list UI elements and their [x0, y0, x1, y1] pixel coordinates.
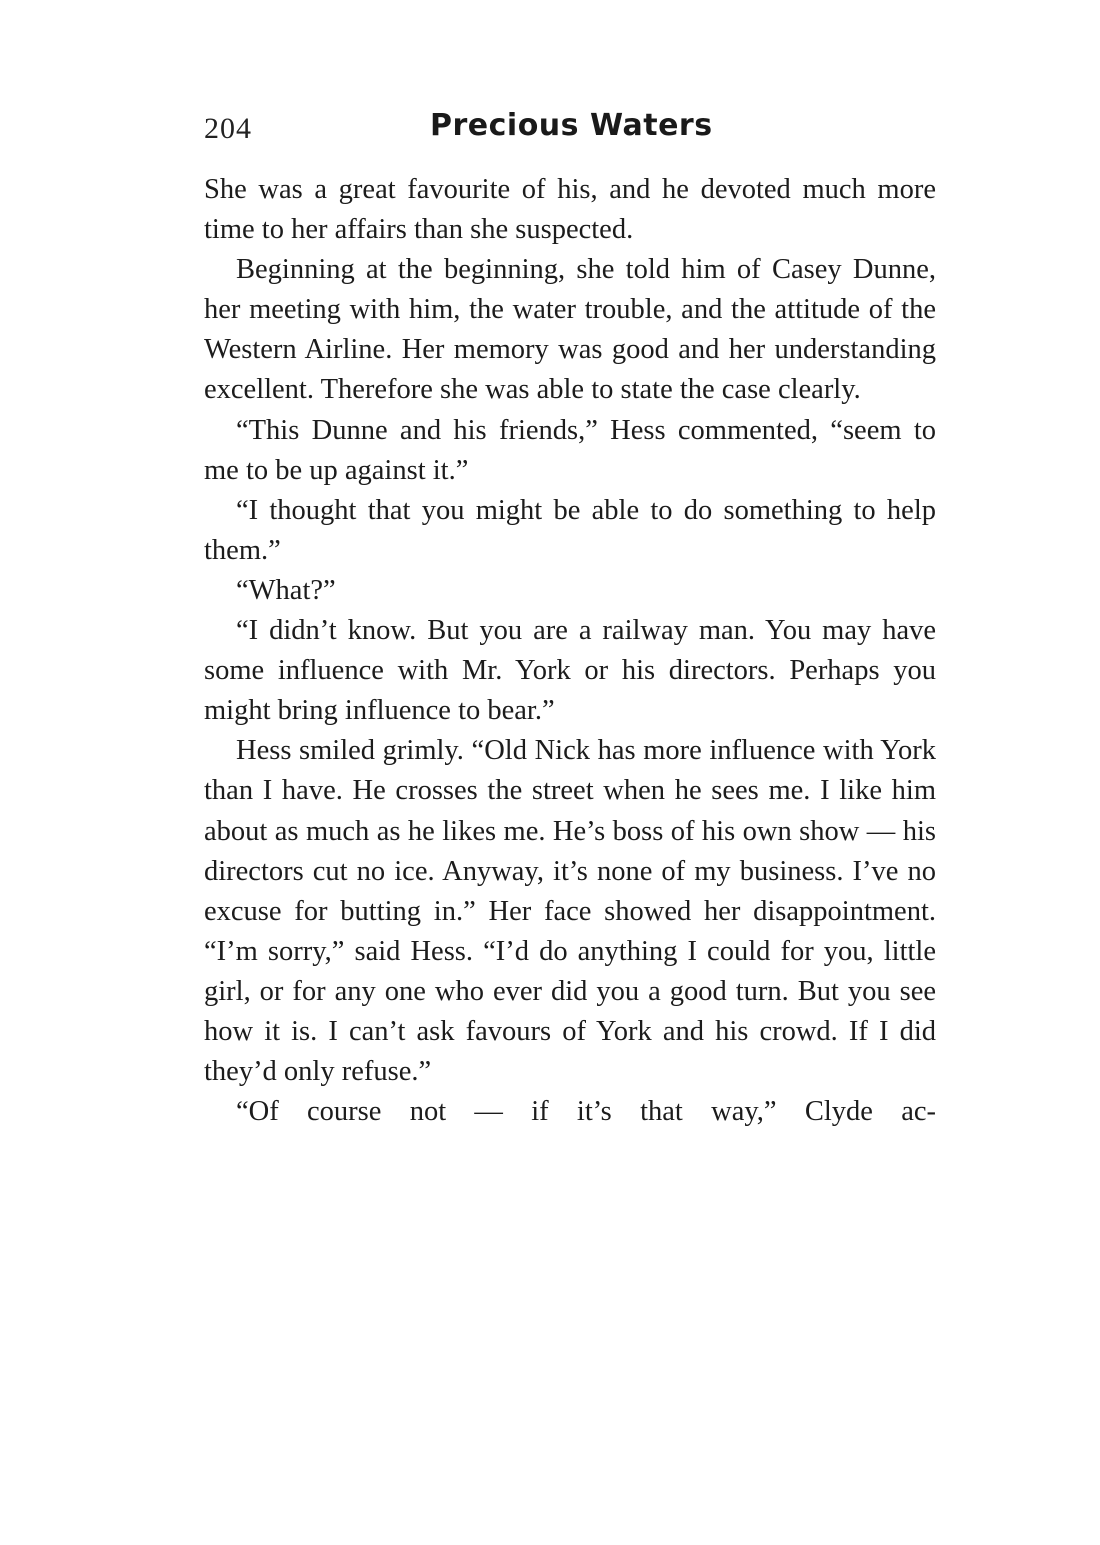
body-text: [204, 170, 936, 1132]
paragraph: “I thought that you might be able to do something to help them.”: [204, 494, 936, 566]
paragraph: “What?”: [236, 574, 336, 606]
paragraph: Hess smiled grimly. “Old Nick has more influence with York than I have. He crosses the street when he sees me. I like him about as much as he likes me. He’s boss of his own show — his directors cut no ice. Anyway, it’s none of my business. I’ve no excuse for butting in.” Her face showed her disappointment. “I’m sorry,” said Hess. “I’d do anything I could for you, little girl, or for any one who ever did you a good turn. But you see how it is. I can’t ask favours of York and his crowd. If I did they’d only refuse.”: [204, 735, 936, 1088]
paragraph: She was a great favourite of his, and he devoted much more time to her affairs than she suspected.: [204, 174, 936, 246]
paragraph: “This Dunne and his friends,” Hess commented, “seem to me to be up against it.”: [204, 414, 936, 486]
page-header: [204, 108, 936, 158]
paragraph: “I didn’t know. But you are a railway man. You may have some influence with Mr. York or his directors. Perhaps you might bring influence to bear.”: [204, 615, 936, 727]
paragraph: “Of course not — if it’s that way,” Clyde ac-: [236, 1096, 936, 1128]
page-number: 204: [204, 112, 252, 145]
paragraph: Beginning at the beginning, she told him of Casey Dunne, her meeting with him, the water trouble, and the attitude of the Western Airline. Her memory was good and her understanding excellent. Therefore she was able to state the case clearly.: [204, 254, 936, 406]
running-title: Precious Waters: [430, 108, 713, 143]
